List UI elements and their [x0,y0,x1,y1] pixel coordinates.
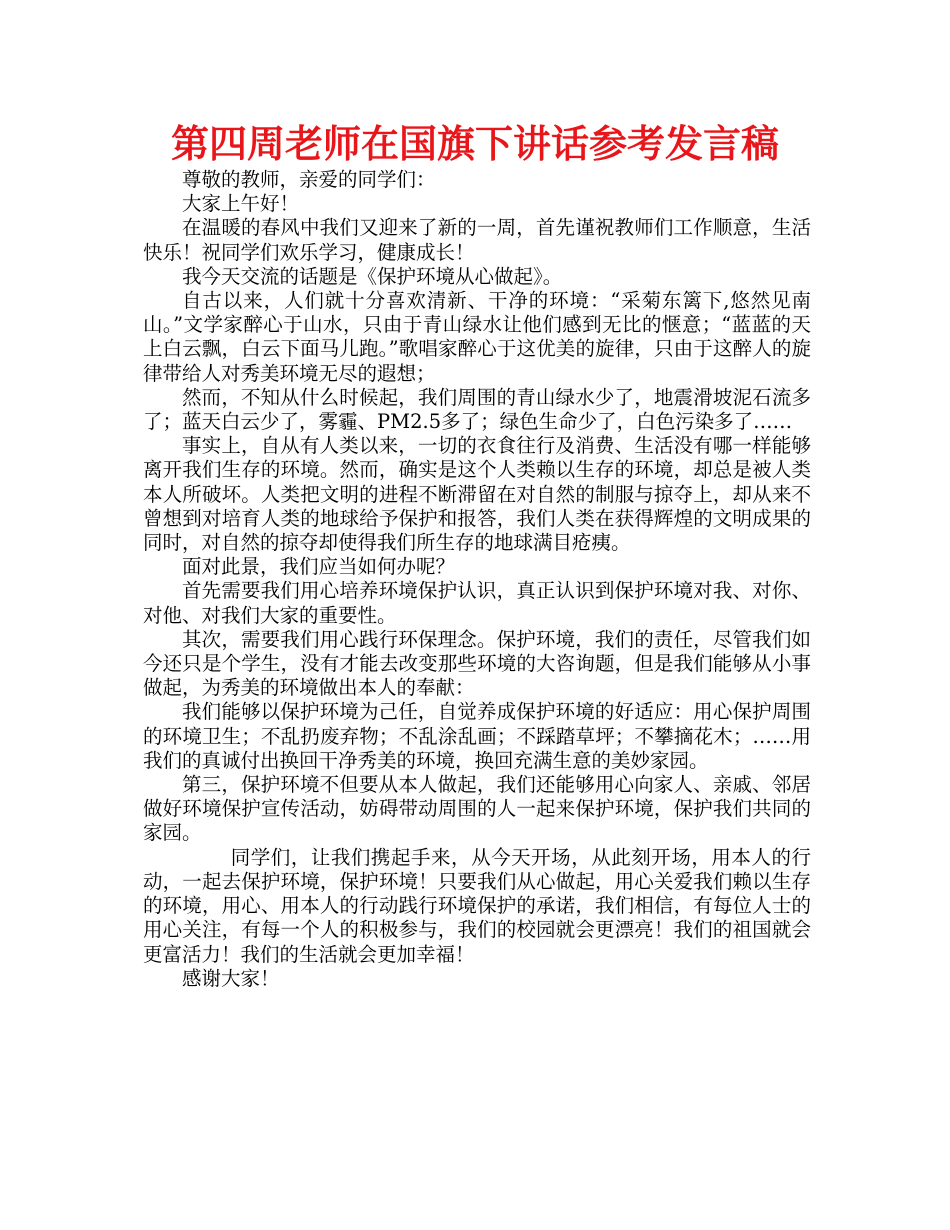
document-title: 第四周老师在国旗下讲话参考发言稿 [170,122,779,166]
salutation: 尊敬的教师，亲爱的同学们： [182,168,436,191]
paragraph: 事实上，自从有人类以来，一切的衣食往行及消费、生活没有哪一样能够离开我们生存的环境。然而，确实是这个人类赖以生存的环境，却总是被人类本人所破坏。人类把文明的进程不断滞留在对自然的制服与掠夺上，却从来不曾想到对培育人类的地球给予保护和报答，我们人类在获得辉煌的文明成果的同时，对自然的掠夺却使得我们所生存的地球满目疮痍。 [143,434,811,555]
paragraph: 首先需要我们用心培养环境保护认识，真正认识到保护环境对我、对你、对他、对我们大家的重要性。 [143,579,811,627]
paragraph: 然而，不知从什么时候起，我们周围的青山绿水少了，地震滑坡泥石流多了；蓝天白云少了，雾霾、PM2.5多了；绿色生命少了，白色污染多了…… [143,385,811,434]
paragraph: 我们能够以保护环境为己任，自觉养成保护环境的好适应：用心保护周围的环境卫生；不乱扔废弃物；不乱涂乱画；不踩踏草坪；不攀摘花木；……用我们的真诚付出换回干净秀美的环境，换回充满生意的美妙家园。 [143,700,811,772]
greeting: 大家上午好！ [182,192,300,216]
closing: 感谢大家！ [182,966,280,990]
paragraph: 其次，需要我们用心践行环保理念。保护环境，我们的责任，尽管我们如今还只是个学生，没有才能去改变那些环境的大咨询题，但是我们能够从小事做起，为秀美的环境做出本人的奉献： [143,627,811,700]
paragraph: 在温暖的春风中我们又迎来了新的一周，首先谨祝教师们工作顺意，生活快乐！祝同学们欢乐学习，健康成长！ [143,216,811,264]
paragraph: 同学们，让我们携起手来，从今天开场，从此刻开场，用本人的行动，一起去保护环境，保护环境！只要我们从心做起，用心关爱我们赖以生存的环境，用心、用本人的行动践行环境保护的承诺，我们相信，有每位人士的用心关注，有每一个人的积极参与，我们的校园就会更漂亮！我们的祖国就会更富活力！我们的生活就会更加幸福！ [143,845,811,966]
paragraph: 面对此景，我们应当如何办呢？ [182,555,456,579]
paragraph: 自古以来，人们就十分喜欢清新、干净的环境：“采菊东篱下,悠然见南山。”文学家醉心于山水，只由于青山绿水让他们感到无比的惬意；“蓝蓝的天上白云飘，白云下面马儿跑。”歌唱家醉心于这优美的旋律，只由于这醉人的旋律带给人对秀美环境无尽的遐想； [143,289,811,385]
document-body [143,168,811,991]
paragraph: 我今天交流的话题是《保护环境从心做起》。 [182,264,563,288]
paragraph: 第三，保护环境不但要从本人做起，我们还能够用心向家人、亲戚、邻居做好环境保护宣传活动，妨碍带动周围的人一起来保护环境，保护我们共同的家园。 [143,773,811,845]
